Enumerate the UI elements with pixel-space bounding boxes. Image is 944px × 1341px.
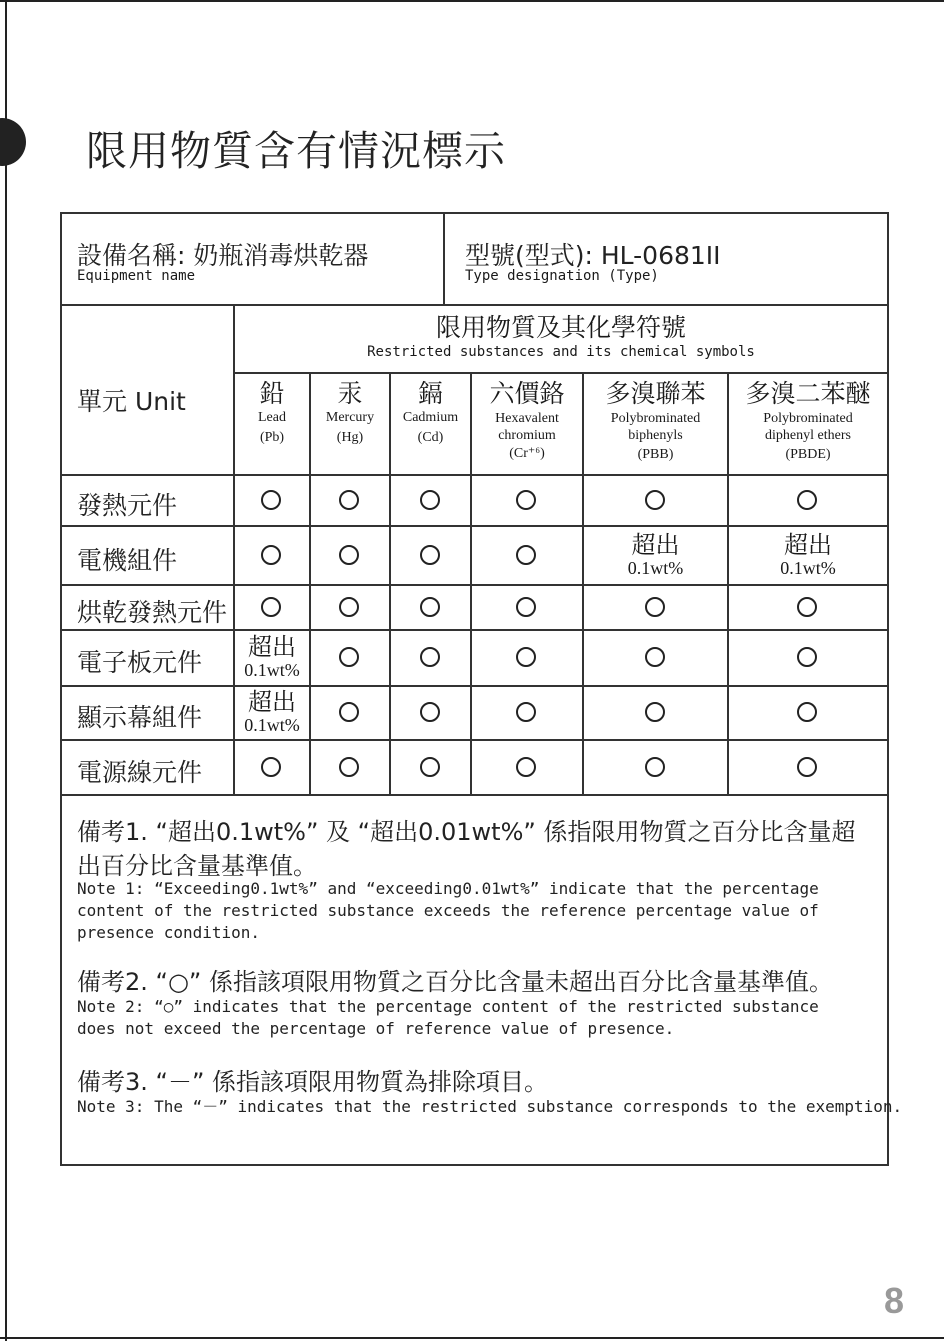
conforms-circle-mark [339,545,359,565]
header-pbde-symbol: (PBDE) [785,447,831,462]
header-mercury [311,380,389,448]
exceeds-threshold-cell [729,532,887,578]
substances-group-header [235,314,887,360]
header-pbde-zh: 多溴二苯醚 [745,379,871,408]
conforms-circle-mark [645,647,665,667]
rule-group-header-bottom [233,372,889,374]
conforms-circle-mark [645,702,665,722]
exceeds-label-en: 0.1wt% [244,715,300,735]
header-cadmium-en: Cadmium [402,410,459,425]
note-3-zh: 備考3. “－” 係指該項限用物質為排除項目。 [77,1068,549,1096]
note-1-en-line-1: Note 1: “Exceeding0.1wt%” and “exceeding0.01wt%” indicate that the percentage [77,879,819,898]
conforms-circle-mark [261,545,281,565]
conforms-circle-mark [339,597,359,617]
header-pbb [584,380,727,466]
exceeds-threshold-cell [584,532,727,578]
conforms-circle-mark [420,757,440,777]
rule-row-1-bottom [60,525,889,527]
row-unit-label: 電子板元件 [77,648,203,677]
equipment-name-zh: 設備名稱: 奶瓶消毒烘乾器 [77,241,369,270]
exceeds-label-en: 0.1wt% [244,660,300,680]
header-lead-en: Lead [258,410,286,425]
note-1-zh-line-1: 備考1. “超出0.1wt%” 及 “超出0.01wt%” 係指限用物質之百分比含量超 [77,818,856,846]
conforms-circle-mark [516,702,536,722]
substances-group-header-en: Restricted substances and its chemical symbols [367,344,755,360]
header-cadmium [391,380,470,448]
header-lead [235,380,309,448]
conforms-circle-mark [261,490,281,510]
exceeds-label-zh: 超出 [631,530,680,559]
row-unit-label: 發熱元件 [77,491,178,520]
equipment-name-en: Equipment name [77,268,196,284]
header-cr6-en1: Hexavalent [495,411,559,426]
conforms-circle-mark [261,757,281,777]
type-designation-zh: 型號(型式): HL-0681II [465,241,721,270]
conforms-circle-mark [420,490,440,510]
conforms-circle-mark [645,490,665,510]
note-2-en-line-2: does not exceed the percentage of reference value of presence. [77,1019,675,1038]
rule-row-2-bottom [60,584,889,586]
note-1-en-line-2: content of the restricted substance exceeds the reference percentage value of [77,901,819,920]
conforms-circle-mark [645,757,665,777]
substances-group-header-zh: 限用物質及其化學符號 [435,313,686,342]
note-2-zh: 備考2. “○” 係指該項限用物質之百分比含量未超出百分比含量基準值。 [77,968,833,996]
page-number: 8 [884,1280,905,1321]
conforms-circle-mark [420,597,440,617]
conforms-circle-mark [516,490,536,510]
rule-row-6-bottom [60,794,889,796]
page-border-bottom [0,1337,944,1339]
row-unit-label: 電機組件 [77,546,178,575]
exceeds-label-en: 0.1wt% [780,557,836,578]
conforms-circle-mark [645,597,665,617]
rule-equipment-divider [443,212,445,305]
note-3-en: Note 3: The “－” indicates that the restricted substance corresponds to the exemption. [77,1097,903,1116]
note-1-zh-line-2: 出百分比含量基準值。 [77,852,317,880]
unit-column-header: 單元 Unit [77,387,186,416]
header-hexavalent-chromium [472,380,582,464]
header-cadmium-symbol: (Cd) [417,430,444,445]
conforms-circle-mark [339,647,359,667]
exceeds-threshold-cell [235,634,309,680]
conforms-circle-mark [420,647,440,667]
header-lead-symbol: (Pb) [259,430,285,445]
header-pbb-zh: 多溴聯苯 [605,379,706,408]
conforms-circle-mark [339,490,359,510]
conforms-circle-mark [516,597,536,617]
header-lead-zh: 鉛 [259,379,285,408]
conforms-circle-mark [261,597,281,617]
page-border-top [0,0,944,2]
exceeds-label-zh: 超出 [248,688,296,716]
note-2-en-line-1: Note 2: “○” indicates that the percentage content of the restricted substance [77,997,819,1016]
header-cr6-symbol: (Cr⁺⁶) [509,446,545,461]
chapter-tab-marker [0,118,26,166]
exceeds-threshold-cell [235,689,309,735]
rule-header-bottom [60,474,889,476]
conforms-circle-mark [516,757,536,777]
conforms-circle-mark [339,702,359,722]
conforms-circle-mark [516,545,536,565]
exceeds-label-en: 0.1wt% [627,557,684,578]
conforms-circle-mark [516,647,536,667]
row-unit-label: 烘乾發熱元件 [77,598,228,627]
header-cr6-zh: 六價鉻 [489,379,565,408]
page-border-left [5,0,7,1341]
exceeds-label-zh: 超出 [784,530,832,559]
header-pbde-en2: diphenyl ethers [765,428,851,443]
header-mercury-en: Mercury [325,410,375,425]
conforms-circle-mark [797,757,817,777]
header-pbb-symbol: (PBB) [637,447,674,462]
rule-equipment-bottom [60,304,889,306]
rule-row-3-bottom [60,629,889,631]
conforms-circle-mark [797,702,817,722]
header-pbb-en1: Polybrominated [610,411,701,426]
note-1-en-line-3: presence condition. [77,923,261,942]
header-pbb-en2: biphenyls [628,428,683,443]
conforms-circle-mark [420,545,440,565]
row-unit-label: 顯示幕組件 [77,703,203,732]
exceeds-label-zh: 超出 [248,633,296,661]
header-cr6-en2: chromium [498,428,556,443]
header-cadmium-zh: 鎘 [417,379,443,408]
conforms-circle-mark [797,490,817,510]
header-mercury-zh: 汞 [337,379,363,408]
row-unit-label: 電源線元件 [77,758,203,787]
conforms-circle-mark [797,647,817,667]
conforms-circle-mark [339,757,359,777]
header-pbde [729,380,887,466]
header-pbde-en1: Polybrominated [763,411,853,426]
conforms-circle-mark [797,597,817,617]
rule-row-5-bottom [60,739,889,741]
page-title: 限用物質含有情況標示 [86,127,506,175]
rule-row-4-bottom [60,685,889,687]
header-mercury-symbol: (Hg) [336,430,364,445]
type-designation-en: Type designation (Type) [465,268,659,284]
conforms-circle-mark [420,702,440,722]
